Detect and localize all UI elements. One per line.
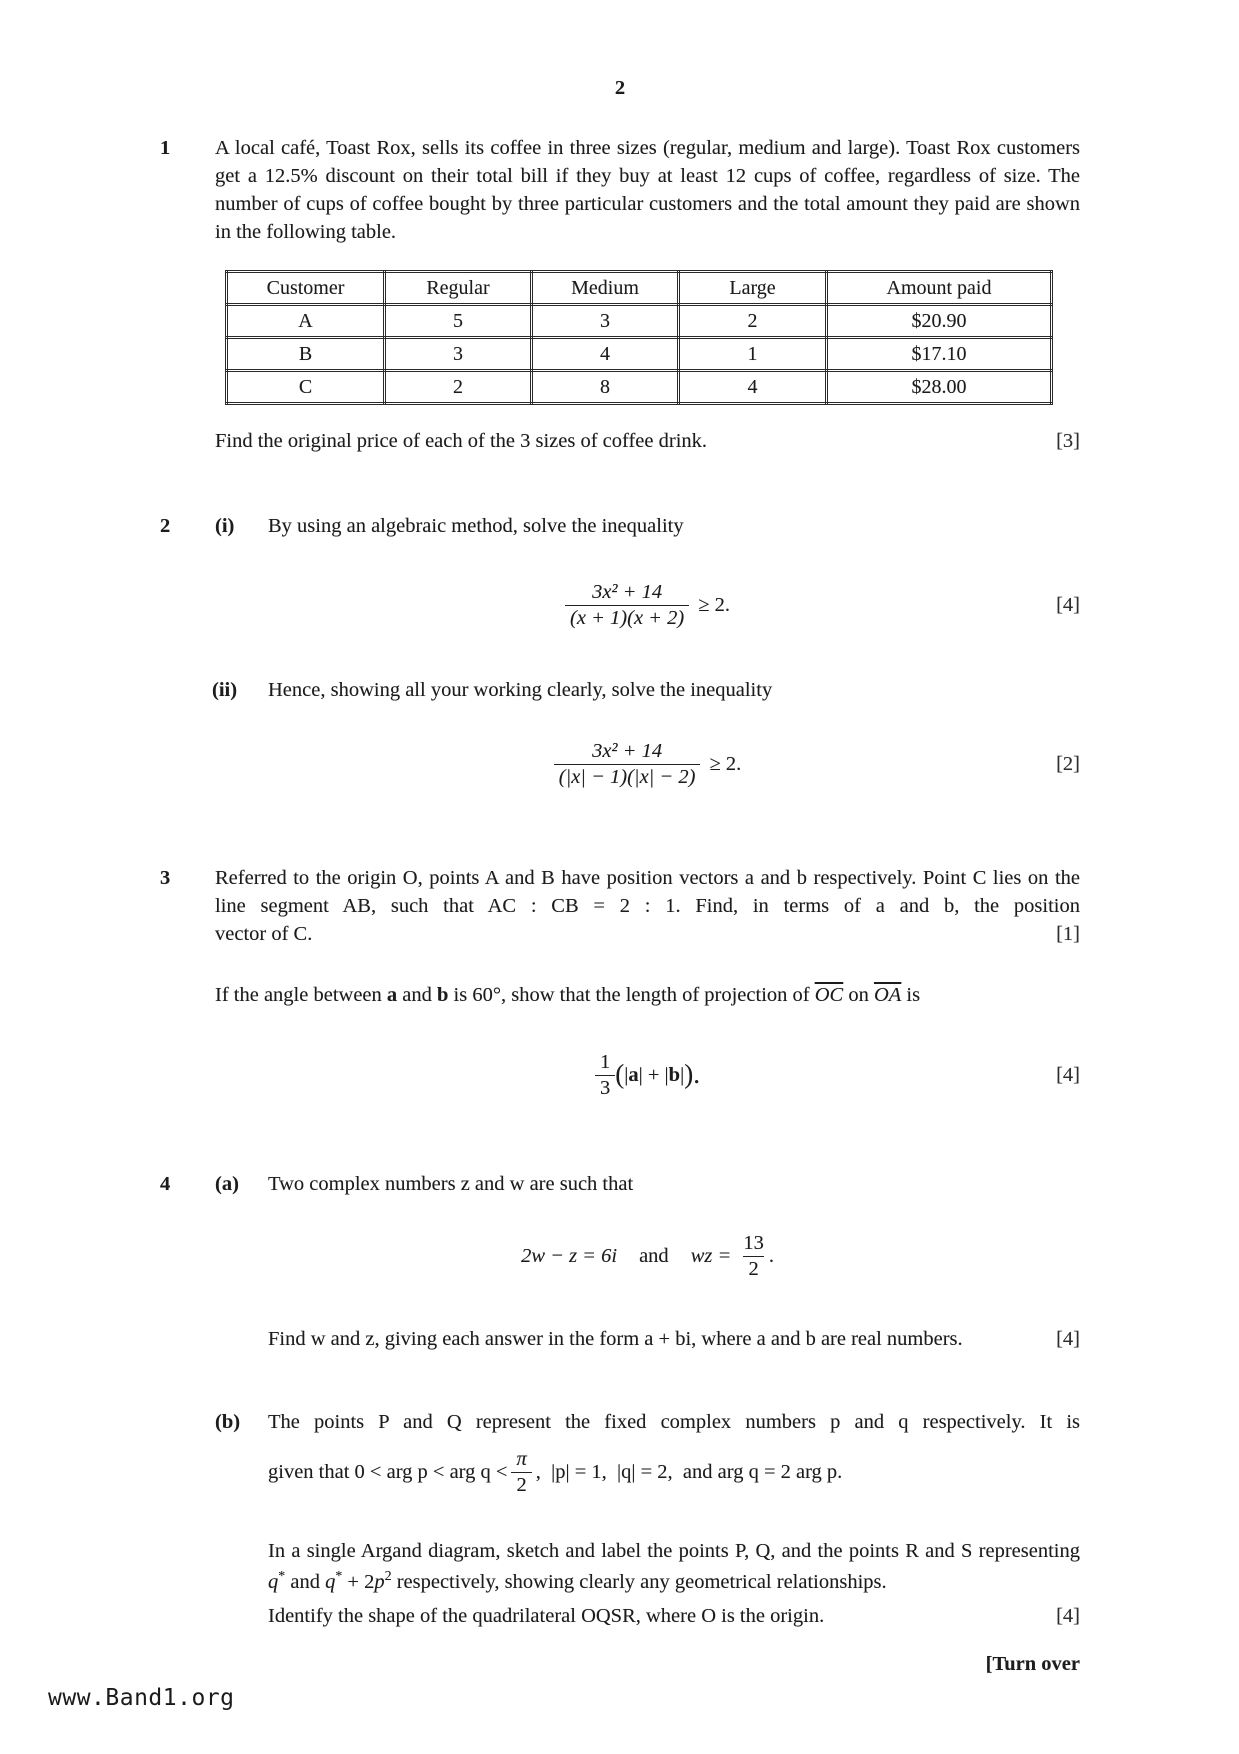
question-4-part-b — [215, 1408, 1080, 1436]
page-number: 2 — [614, 77, 626, 99]
text-fragment: and — [397, 984, 437, 1006]
marks-q4b: [4] — [1056, 1605, 1080, 1627]
inequality-2i — [565, 580, 730, 631]
text-fragment: In a single Argand diagram, sketch and label the points P, Q, and the points R and S representing — [268, 1540, 1080, 1562]
fraction-denominator: 2 — [511, 1472, 531, 1498]
vector-b: b — [437, 984, 449, 1006]
marks-q3-second: [4] — [1056, 1064, 1080, 1086]
question-2-part-i — [160, 512, 1080, 540]
marks-q2i: [4] — [1056, 594, 1080, 616]
question-3 — [160, 864, 1080, 948]
modulus-conditions: , |p| = 1, |q| = 2, and arg q = 2 arg p. — [535, 1461, 843, 1483]
table-header-customer: Customer — [227, 272, 385, 305]
inequality-relation: ≥ 2. — [709, 753, 742, 775]
table-cell: $17.10 — [827, 338, 1052, 371]
text-fragment: is — [901, 984, 921, 1006]
projection-length-formula — [595, 1050, 700, 1101]
question-2-number: 2 — [160, 515, 171, 537]
vector-a: a — [386, 984, 398, 1006]
question-1-find-row — [215, 427, 1080, 455]
question-4a-find-row — [268, 1325, 1080, 1353]
close-paren: ). — [684, 1059, 700, 1090]
abs-bar: | — [624, 1064, 629, 1086]
question-4a-intro: Two complex numbers z and w are such that — [268, 1173, 634, 1195]
question-4b-label: (b) — [215, 1411, 241, 1433]
fraction-numerator: 3x² + 14 — [592, 580, 663, 603]
text-fragment: If the angle between — [215, 984, 387, 1006]
period: . — [768, 1245, 774, 1267]
abs-bars-plus: | + | — [638, 1064, 669, 1086]
coffee-table — [225, 270, 1053, 405]
fraction — [565, 580, 689, 631]
conjugate-star: * — [335, 1569, 343, 1585]
table-cell: 8 — [532, 371, 679, 404]
question-4-number: 4 — [160, 1173, 171, 1195]
fraction-numerator: 3x² + 14 — [592, 739, 663, 762]
table-header-amount-paid: Amount paid — [827, 272, 1052, 305]
question-1-text: A local café, Toast Rox, sells its coffee in three sizes (regular, medium and large). Toast Rox customers get a 12.5% discount on their total bill if they buy at least 12 cups of coffee, regardless of size. The number of cups of coffee bought by three particular customers and the total amount they paid are shown in the following table. — [215, 137, 1080, 243]
question-4b-argand-text — [268, 1536, 1080, 1598]
question-4b-line2 — [268, 1442, 1080, 1502]
marks-q1: [3] — [1056, 430, 1080, 452]
question-1-number: 1 — [160, 137, 171, 159]
table-header-medium: Medium — [532, 272, 679, 305]
fraction — [554, 739, 701, 790]
question-2i-formula-row — [215, 558, 1080, 652]
question-4b-identify-row — [268, 1602, 1080, 1630]
fraction-denominator: (|x| − 1)(|x| − 2) — [554, 764, 701, 790]
turn-over-label: [Turn over — [985, 1653, 1080, 1675]
question-2ii-formula-row — [215, 716, 1080, 812]
question-4a-find-text: Find w and z, giving each answer in the form a + bi, where a and b are real numbers. — [268, 1328, 963, 1350]
marks-q2ii: [2] — [1056, 753, 1080, 775]
fraction-denominator: (x + 1)(x + 2) — [565, 605, 689, 631]
question-3-formula-row — [215, 1038, 1080, 1112]
question-2ii-label: (ii) — [212, 679, 238, 701]
table-cell: 2 — [679, 305, 827, 338]
question-2i-text: By using an algebraic method, solve the inequality — [268, 515, 684, 537]
question-2ii-text: Hence, showing all your working clearly, solve the inequality — [268, 679, 773, 701]
text-fragment: on — [843, 984, 874, 1006]
table-row — [227, 305, 1052, 338]
table-cell: $20.90 — [827, 305, 1052, 338]
question-4b-identify-text: Identify the shape of the quadrilateral OQSR, where O is the origin. — [268, 1605, 825, 1627]
argument-condition-lead: given that 0 < arg p < arg q < — [268, 1461, 508, 1483]
table-cell: C — [227, 371, 385, 404]
fraction — [595, 1050, 615, 1101]
question-2-part-ii — [212, 676, 1080, 704]
fraction-denominator: 3 — [595, 1075, 615, 1101]
fraction-numerator: 1 — [600, 1050, 611, 1073]
marks-q4a: [4] — [1056, 1328, 1080, 1350]
abs-bar: | — [680, 1064, 685, 1086]
vector-b: b — [668, 1064, 681, 1086]
text-fragment: respectively, showing clearly any geometrical relationships. — [391, 1571, 887, 1593]
marks-q3-first: [1] — [1056, 923, 1080, 945]
table-cell: $28.00 — [827, 371, 1052, 404]
table-cell: 3 — [385, 338, 532, 371]
text-fragment: is 60°, show that the length of projection of — [448, 984, 815, 1006]
pi-over-2-fraction — [511, 1447, 531, 1498]
question-4-part-a — [160, 1170, 1080, 1198]
table-cell: 3 — [532, 305, 679, 338]
vector-OC: $\overline{OC}$ — [814, 984, 844, 1006]
conjugate-star: * — [278, 1569, 286, 1585]
fraction-denominator: 2 — [743, 1256, 763, 1282]
question-4a-equations — [215, 1218, 1080, 1294]
question-3-text-end: vector of C. — [215, 923, 313, 945]
table-header-row — [227, 272, 1052, 305]
coffee-table-wrapper — [225, 270, 1053, 405]
text-fragment: and — [285, 1571, 326, 1593]
question-4a-label: (a) — [215, 1173, 239, 1195]
equation-lhs: 2w − z = 6i — [521, 1245, 618, 1267]
table-header-regular: Regular — [385, 272, 532, 305]
table-cell: 1 — [679, 338, 827, 371]
watermark-url: www.Band1.org — [48, 1685, 235, 1711]
fraction-numerator: π — [516, 1447, 527, 1470]
table-cell: B — [227, 338, 385, 371]
and-word: and — [639, 1245, 669, 1267]
question-3-text: Referred to the origin O, points A and B have position vectors a and b respectively. Point C lies on the line segment AB, such that AC : CB = 2 : 1. Find, in terms of a and b, the position — [215, 867, 1080, 917]
table-cell: 2 — [385, 371, 532, 404]
table-cell: A — [227, 305, 385, 338]
q-conjugate: q — [268, 1571, 279, 1593]
question-3-last-line — [215, 920, 1080, 948]
question-4b-line1: The points P and Q represent the fixed complex numbers p and q respectively. It is — [268, 1411, 1080, 1433]
table-cell: 5 — [385, 305, 532, 338]
table-cell: 4 — [532, 338, 679, 371]
fraction — [738, 1231, 769, 1282]
q-conjugate: q — [325, 1571, 336, 1593]
vector-OA: $\overline{OA}$ — [873, 984, 902, 1006]
exponent-2: 2 — [384, 1569, 392, 1585]
fraction-numerator: 13 — [743, 1231, 764, 1254]
table-row — [227, 371, 1052, 404]
equation-rhs-lead: wz = — [690, 1245, 732, 1267]
question-1 — [160, 134, 1080, 246]
question-1-find-text: Find the original price of each of the 3 sizes of coffee drink. — [215, 430, 708, 452]
inequality-relation: ≥ 2. — [698, 594, 730, 616]
table-cell: 4 — [679, 371, 827, 404]
table-header-large: Large — [679, 272, 827, 305]
table-row — [227, 338, 1052, 371]
question-3-projection-text — [215, 981, 1080, 1009]
p-variable: p — [374, 1571, 385, 1593]
open-paren: ( — [615, 1059, 625, 1090]
complex-equations — [521, 1231, 774, 1282]
inequality-2ii — [554, 739, 741, 790]
vector-a: a — [628, 1064, 639, 1086]
question-3-number: 3 — [160, 867, 171, 889]
text-fragment: + 2 — [342, 1571, 375, 1593]
question-2i-label: (i) — [215, 515, 235, 537]
